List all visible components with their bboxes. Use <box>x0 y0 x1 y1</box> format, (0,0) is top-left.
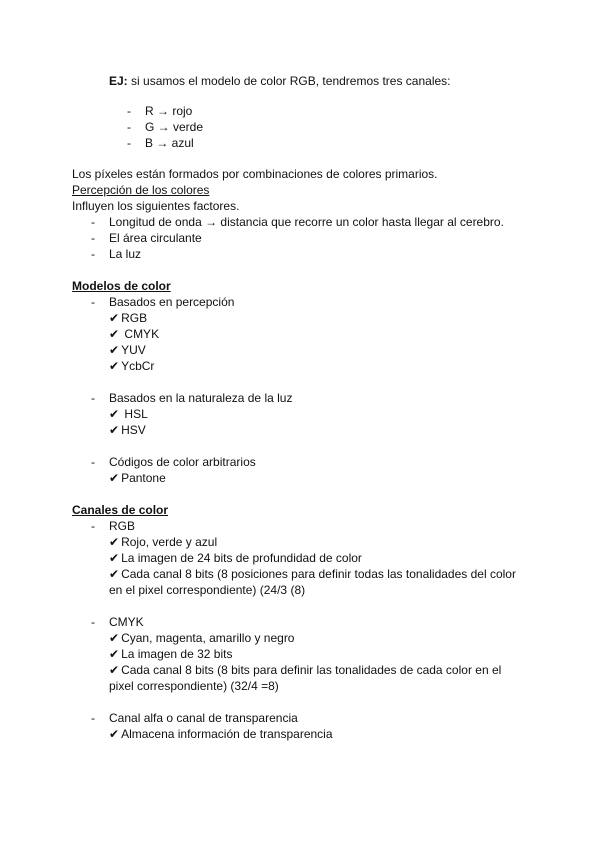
perception-item: Longitud de onda → distancia que recorre un color hasta llegar al cerebro. <box>109 215 504 229</box>
channel-item-b: B → azul <box>145 136 194 150</box>
perception-item: El área circulante <box>109 231 202 245</box>
channels-group-label: CMYK <box>109 615 144 629</box>
list-dash: - <box>127 120 131 134</box>
check-item: ✔ YUV <box>109 343 146 357</box>
perception-item: La luz <box>109 247 142 261</box>
check-item-continuation: pixel correspondiente) (32/4 =8) <box>109 679 279 693</box>
checkmark-icon: ✔ <box>109 407 120 421</box>
check-item: ✔ Cyan, magenta, amarillo y negro <box>109 631 295 645</box>
models-group-label: Basados en la naturaleza de la luz <box>109 391 293 405</box>
example-text: si usamos el modelo de color RGB, tendremos tres canales: <box>127 74 451 88</box>
list-dash: - <box>91 215 95 229</box>
models-group-label: Basados en percepción <box>109 295 235 309</box>
models-heading: Modelos de color <box>72 279 171 293</box>
checkmark-icon: ✔ <box>109 567 120 581</box>
checkmark-icon: ✔ <box>109 663 120 677</box>
channels-group-label: Canal alfa o canal de transparencia <box>109 711 298 725</box>
checkmark-icon: ✔ <box>109 327 120 341</box>
check-item: ✔ Almacena información de transparencia <box>109 727 333 741</box>
check-item: ✔ Rojo, verde y azul <box>109 535 218 549</box>
list-dash: - <box>91 391 95 405</box>
channel-item-g: G → verde <box>145 120 204 134</box>
list-dash: - <box>91 455 95 469</box>
example-label: EJ: <box>109 74 128 88</box>
perception-heading: Percepción de los colores <box>72 183 210 197</box>
channel-item-r: R → rojo <box>145 104 193 118</box>
checkmark-icon: ✔ <box>109 343 120 357</box>
check-item: ✔ Cada canal 8 bits (8 bits para definir las tonalidades de cada color en el <box>109 663 502 677</box>
list-dash: - <box>91 615 95 629</box>
channels-heading: Canales de color <box>72 503 169 517</box>
check-item: ✔ CMYK <box>109 327 160 341</box>
check-item: ✔ YcbCr <box>109 359 155 373</box>
check-item-continuation: en el pixel correspondiente) (24/3 (8) <box>109 583 306 597</box>
list-dash: - <box>91 711 95 725</box>
check-item: ✔ HSL <box>109 407 148 421</box>
checkmark-icon: ✔ <box>109 359 120 373</box>
list-dash: - <box>91 231 95 245</box>
check-item: ✔ La imagen de 24 bits de profundidad de color <box>109 551 362 565</box>
checkmark-icon: ✔ <box>109 423 120 437</box>
models-group-label: Códigos de color arbitrarios <box>109 455 256 469</box>
check-item: ✔ La imagen de 32 bits <box>109 647 233 661</box>
check-item: ✔ HSV <box>109 423 146 437</box>
checkmark-icon: ✔ <box>109 551 120 565</box>
example-line <box>109 73 451 89</box>
checkmark-icon: ✔ <box>109 311 120 325</box>
channels-group-label: RGB <box>109 519 136 533</box>
checkmark-icon: ✔ <box>109 471 120 485</box>
list-dash: - <box>91 247 95 261</box>
check-item: ✔ Pantone <box>109 471 166 485</box>
list-dash: - <box>91 519 95 533</box>
checkmark-icon: ✔ <box>109 631 120 645</box>
perception-intro: Influyen los siguientes factores. <box>72 199 240 213</box>
check-item: ✔ Cada canal 8 bits (8 posiciones para definir todas las tonalidades del color <box>109 567 516 581</box>
list-dash: - <box>91 295 95 309</box>
list-dash: - <box>127 136 131 150</box>
pixels-paragraph: Los píxeles están formados por combinaciones de colores primarios. <box>72 167 438 181</box>
list-dash: - <box>127 104 131 118</box>
checkmark-icon: ✔ <box>109 535 120 549</box>
checkmark-icon: ✔ <box>109 647 120 661</box>
checkmark-icon: ✔ <box>109 727 120 741</box>
check-item: ✔ RGB <box>109 311 148 325</box>
